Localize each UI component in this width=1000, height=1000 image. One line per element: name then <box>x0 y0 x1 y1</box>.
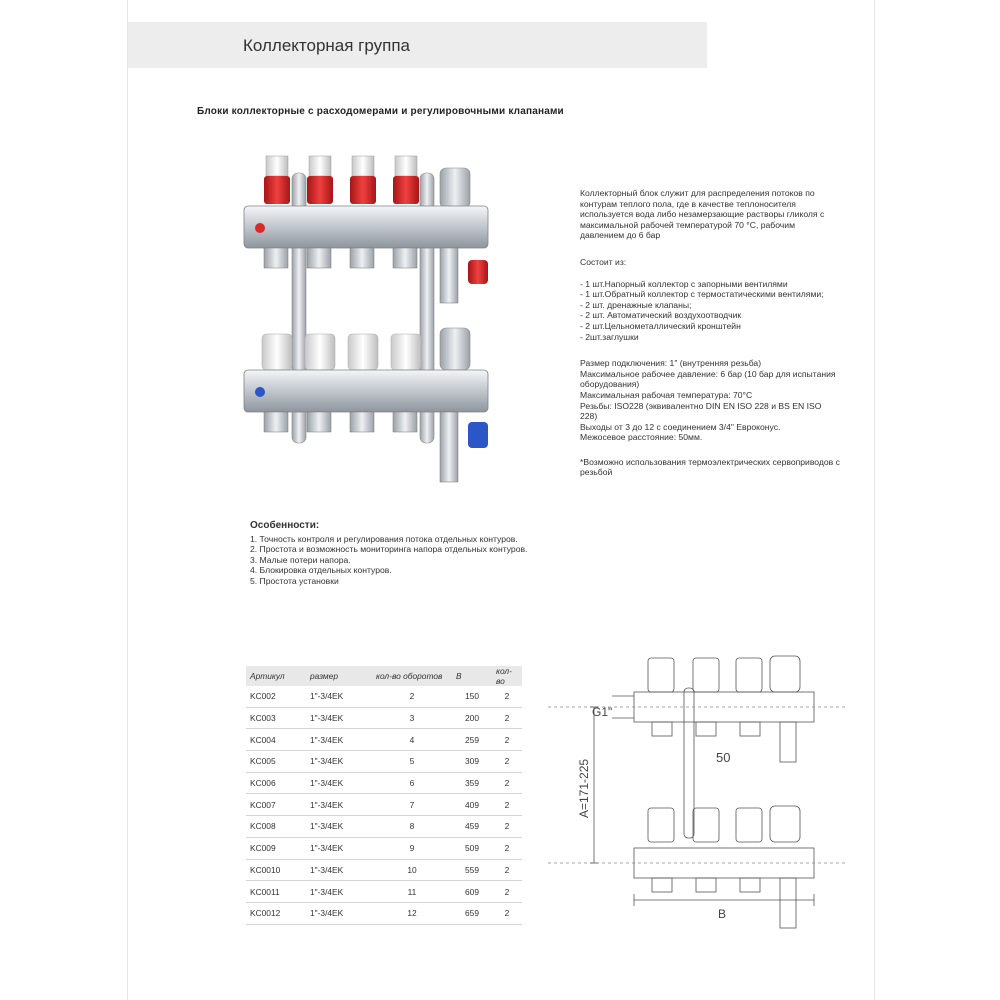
cell-article: KC006 <box>246 772 306 794</box>
cell-size: 1"-3/4EK <box>306 686 372 707</box>
cell-turns: 10 <box>372 859 452 881</box>
drawing-top-manifold <box>612 656 814 838</box>
cell-turns: 11 <box>372 881 452 903</box>
cell-size: 1"-3/4EK <box>306 902 372 924</box>
cell-size: 1"-3/4EK <box>306 859 372 881</box>
table-body <box>246 686 522 924</box>
cell-size: 1"-3/4EK <box>306 881 372 903</box>
features-title: Особенности: <box>250 520 320 531</box>
cell-qty: 2 <box>492 729 522 751</box>
cell-turns: 2 <box>372 686 452 707</box>
feature-item: 3. Малые потери напора. <box>250 554 351 565</box>
cell-qty: 2 <box>492 902 522 924</box>
cell-qty: 2 <box>492 686 522 707</box>
cell-b: 509 <box>452 837 492 859</box>
cell-article: KC002 <box>246 686 306 707</box>
col-header-size: размер <box>306 666 372 686</box>
spec-table <box>246 666 522 925</box>
label-a: A=171-225 <box>577 758 591 818</box>
composition-item: - 1 шт.Напорный коллектор с запорными вентилями <box>580 278 788 289</box>
cell-article: KC003 <box>246 707 306 729</box>
cell-b: 150 <box>452 686 492 707</box>
spec-line: Резьбы: ISO228 (эквивалентно DIN EN ISO 228 и BS EN ISO 228) <box>580 400 822 422</box>
label-g: G1" <box>592 705 613 719</box>
cell-article: KC009 <box>246 837 306 859</box>
cell-article: KC004 <box>246 729 306 751</box>
cell-qty: 2 <box>492 794 522 816</box>
cell-qty: 2 <box>492 816 522 838</box>
cell-size: 1"-3/4EK <box>306 729 372 751</box>
table-row <box>246 859 522 881</box>
composition-item: - 2шт.заглушки <box>580 331 639 342</box>
cell-article: KC0010 <box>246 859 306 881</box>
table-row <box>246 902 522 924</box>
cell-size: 1"-3/4EK <box>306 816 372 838</box>
feature-item: 4. Блокировка отдельных контуров. <box>250 565 392 575</box>
features-block <box>250 521 527 586</box>
spec-line: Межосевое расстояние: 50мм. <box>580 432 703 443</box>
cell-b: 200 <box>452 707 492 729</box>
cell-qty: 2 <box>492 707 522 729</box>
cell-qty: 2 <box>492 772 522 794</box>
cell-article: KC0012 <box>246 902 306 924</box>
cell-turns: 4 <box>372 729 452 751</box>
cell-size: 1"-3/4EK <box>306 794 372 816</box>
cell-turns: 6 <box>372 772 452 794</box>
cell-size: 1"-3/4EK <box>306 772 372 794</box>
cell-b: 359 <box>452 772 492 794</box>
cell-article: KC008 <box>246 816 306 838</box>
feature-item: 5. Простота установки <box>250 575 339 586</box>
cell-turns: 9 <box>372 837 452 859</box>
cell-size: 1"-3/4EK <box>306 837 372 859</box>
cell-article: KC005 <box>246 751 306 773</box>
section-subtitle: Блоки коллекторные с расходомерами и регулировочными клапанами <box>197 106 564 117</box>
cell-turns: 8 <box>372 816 452 838</box>
table-row <box>246 686 522 707</box>
col-header-turns: кол-во оборотов <box>372 666 452 686</box>
cell-article: KC007 <box>246 794 306 816</box>
composition-item: - 2 шт. дренажные клапаны; <box>580 299 692 310</box>
table-row <box>246 751 522 773</box>
table-row <box>246 772 522 794</box>
table-row <box>246 837 522 859</box>
cell-b: 259 <box>452 729 492 751</box>
cell-b: 609 <box>452 881 492 903</box>
technical-drawing <box>548 648 848 948</box>
spec-line: Максимальная рабочая температура: 70°С <box>580 389 753 400</box>
description-block <box>580 188 840 478</box>
composition-item: - 2 шт. Автоматический воздухоотводчик <box>580 310 742 321</box>
manifold-photo <box>240 148 510 503</box>
composition-item: - 1 шт.Обратный коллектор с термостатическими вентилями; <box>580 289 824 300</box>
table-row <box>246 816 522 838</box>
cell-turns: 12 <box>372 902 452 924</box>
col-header-article: Артикул <box>246 666 306 686</box>
col-header-qty: кол-во <box>492 666 522 686</box>
cell-qty: 2 <box>492 881 522 903</box>
cell-size: 1"-3/4EK <box>306 751 372 773</box>
table-header-row <box>246 666 522 686</box>
cell-turns: 7 <box>372 794 452 816</box>
feature-item: 1. Точность контроля и регулирования потока отдельных контуров. <box>250 533 518 544</box>
cell-qty: 2 <box>492 837 522 859</box>
label-b: B <box>718 907 727 921</box>
cell-qty: 2 <box>492 859 522 881</box>
note-text: *Возможно использования термоэлектрических сервоприводов с резьбой <box>580 456 840 478</box>
table-row <box>246 794 522 816</box>
cell-b: 659 <box>452 902 492 924</box>
label-spacing: 50 <box>716 750 731 765</box>
spec-line: Максимальное рабочее давление: 6 бар (10 бар для испытания оборудования) <box>580 368 836 390</box>
composition-title: Состоит из: <box>580 256 627 267</box>
table-row <box>246 707 522 729</box>
spec-line: Размер подключения: 1" (внутренняя резьба) <box>580 358 762 369</box>
col-header-b: B <box>452 666 492 686</box>
cell-turns: 3 <box>372 707 452 729</box>
header-band <box>128 22 707 68</box>
feature-item: 2. Простота и возможность мониторинга напора отдельных контуров. <box>250 544 528 554</box>
page-title: Коллекторная группа <box>243 36 411 55</box>
cell-b: 559 <box>452 859 492 881</box>
composition-item: - 2 шт.Цельнометаллический кронштейн <box>580 320 741 331</box>
cell-article: KC0011 <box>246 881 306 903</box>
cell-size: 1"-3/4EK <box>306 707 372 729</box>
cell-b: 409 <box>452 794 492 816</box>
table-row <box>246 881 522 903</box>
cell-turns: 5 <box>372 751 452 773</box>
table-row <box>246 729 522 751</box>
description-intro: Коллекторный блок служит для распределения потоков по контурам теплого пола, где в качестве теплоносителя используется вода либо незамерзающие растворы гликоля с максимальной рабочей температурой 70 °С, рабочим давлением до 6 бар <box>580 188 825 241</box>
spec-line: Выходы от 3 до 12 с соединением 3/4" Евроконус. <box>580 421 781 432</box>
cell-qty: 2 <box>492 751 522 773</box>
cell-b: 459 <box>452 816 492 838</box>
cell-b: 309 <box>452 751 492 773</box>
